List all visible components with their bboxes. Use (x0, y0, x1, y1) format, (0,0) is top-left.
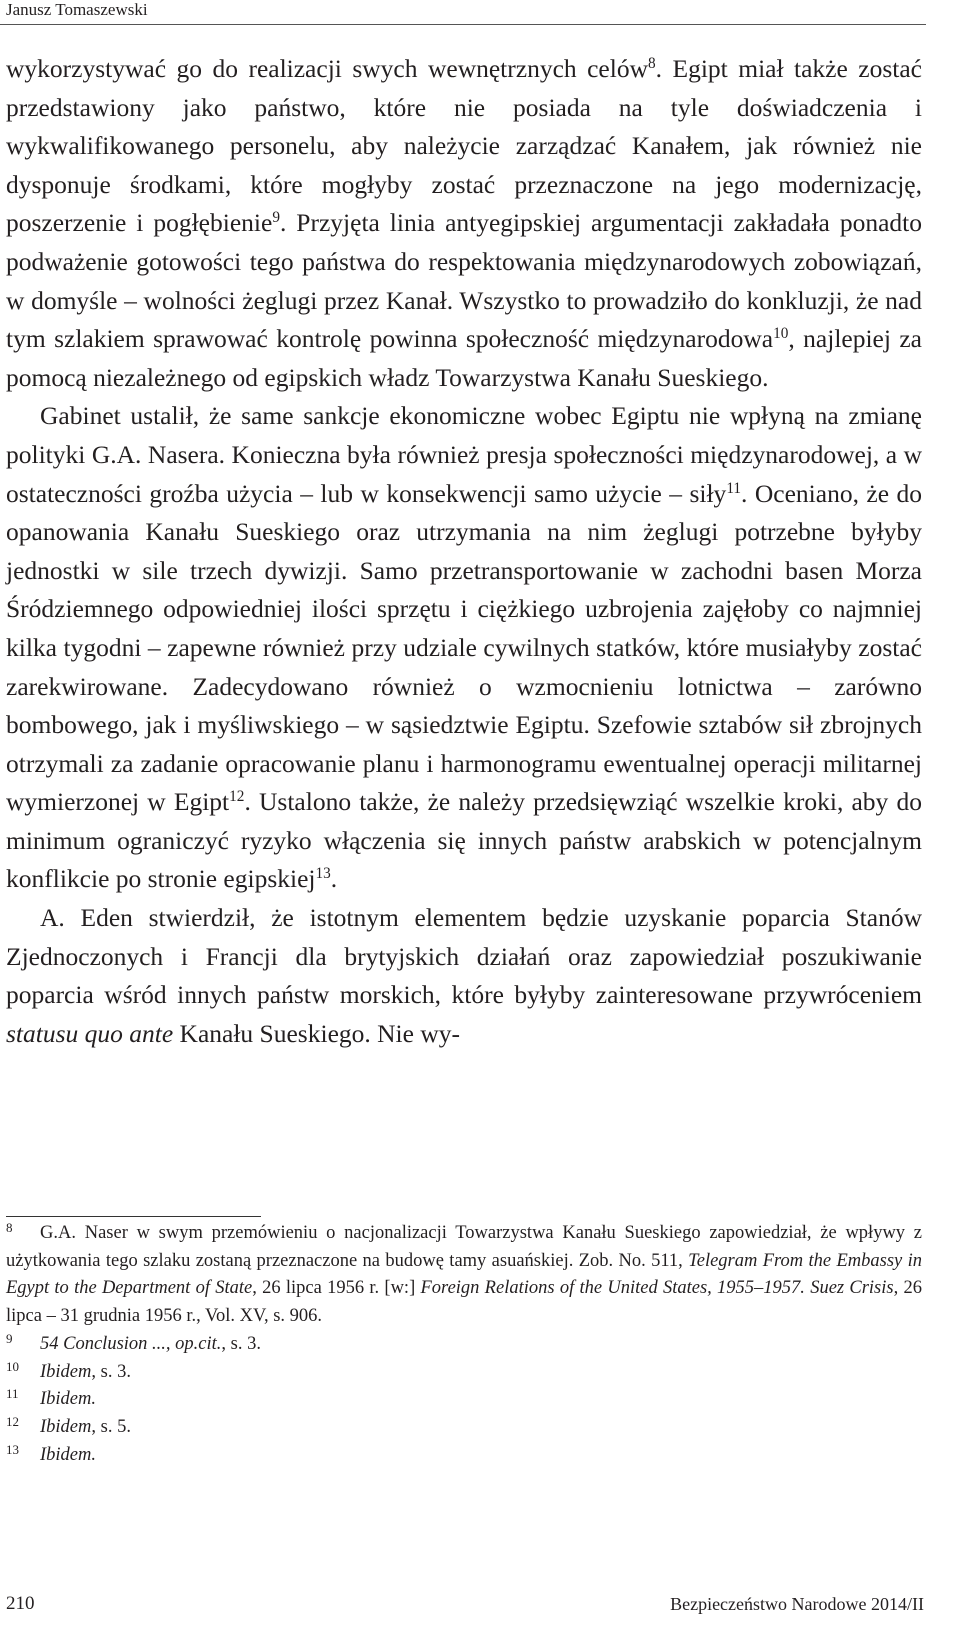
footnote-italic: Ibidem (40, 1416, 92, 1437)
footnote-ref[interactable]: 8 (648, 54, 656, 72)
header-divider (0, 24, 926, 25)
footnote-divider (6, 1216, 261, 1217)
paragraph-text: . Oceniano, że do opanowania Kanału Sueskiego oraz utrzymania na nim żeglugi potrzebne byłyby jednostki w sile trzech dywizji. Samo przetransportowanie w zachodni basen Morza Śródziemnego odpowiedniej ilości sprzętu i ciężkiego uzbrojenia zajęłoby co najmniej kilka tygodni – zapewne również przy udziale cywilnych statków, które musiałyby zostać zarekwirowane. Zadecydowano również o wzmocnieniu lotnictwa – zarówno bombowego, jak i myśliwskiego – w sąsiedztwie Egiptu. Szefowie sztabów sił zbrojnych otrzymali za zadanie opracowanie planu i harmonogramu ewentualnej operacji militarnej wymierzonej w Egipt (6, 478, 922, 817)
footnote-12: 12 Ibidem, s. 5. (6, 1414, 131, 1437)
page-number: 210 (6, 1593, 35, 1614)
paragraph-text: , najlepiej za pomocą niezależnego od egipskich władz Towarzystwa Kanału Sueskiego. (6, 324, 922, 392)
paragraph-text: . Przyjęta linia antyegipskiej argumentacji zakładała ponadto podważenie gotowości tego państwa do respektowania międzynarodowych zobowiązań, w domyśle – wolności żeglugi przez Kanał. Wszystko to prowadziło do konkluzji, że nad tym szlakiem sprawować kontrolę powinna społeczność międzynarodowa (6, 208, 922, 354)
paragraph-text: Gabinet ustalił, że same sankcje ekonomiczne wobec Egiptu nie wpłyną na zmianę polityki G.A. Nasera. Konieczna była również presja społeczności międzynarodowej, a w ostateczności groźba użycia – lub w konsekwencji samo użycie – siły (6, 401, 922, 508)
footnotes (6, 1220, 922, 1469)
paragraph-text: . Ustalono także, że należy przedsięwziąć wszelkie kroki, aby do minimum ograniczyć ryzyko włączenia się innych państw arabskich w potencjalnym konflikcie po stronie egipskiej (6, 787, 922, 894)
footnote-text: , 26 lipca 1956 r. [w:] (252, 1278, 421, 1299)
footnote-italic: Foreign Relations of the United States, 1955–1957. Suez Crisis (420, 1278, 894, 1299)
footnote-10: 10 Ibidem, s. 3. (6, 1358, 131, 1382)
paragraph-text: Kanału Sueskiego. Nie wy- (173, 1018, 460, 1048)
footnote-text: , s. 5. (91, 1416, 131, 1437)
footnote-8: 8 G.A. Naser w swym przemówieniu o nacjonalizacji Towarzystwa Kanału Sueskiego zapowiedział, że wpływy z użytkowania tego szlaku zostaną przeznaczone na budowę tamy asuańskiej. Zob. No. 511, Telegram From the Embassy in Egypt to the Department of State, 26 lipca 1956 r. [w:] Foreign Relations of the United States, 1955–1957. Suez Crisis, 26 lipca – 31 grudnia 1956 r., Vol. XV, s. 906. (6, 1220, 922, 1327)
footnote-ref[interactable]: 11 (726, 479, 742, 497)
footnote-11: 11 Ibidem. (6, 1386, 96, 1410)
footnote-ref[interactable]: 12 (229, 788, 245, 806)
footnote-text: G.A. Naser w swym przemówieniu o nacjonalizacji Towarzystwa Kanału Sueskiego zapowiedział, że wpływy z użytkowania tego szlaku zostaną przeznaczone na budowę tamy asuańskiej. Zob. No. 511, (6, 1223, 922, 1271)
paragraph-text: . (330, 864, 338, 894)
footnote-text: , s. 3. (221, 1333, 261, 1354)
paragraph-text: wykorzystywać go do realizacji swych wewnętrznych celów (6, 54, 649, 83)
paragraph-1 (6, 50, 922, 397)
journal-title: Bezpieczeństwo Narodowe 2014/II (670, 1594, 924, 1614)
footnote-13: 13 Ibidem. (6, 1441, 96, 1465)
footnote-italic: Ibidem (40, 1361, 92, 1382)
main-text (6, 50, 922, 1053)
paragraph-2 (6, 397, 922, 899)
footnote-ref[interactable]: 13 (315, 865, 331, 883)
paragraph-3 (6, 899, 922, 1053)
footnote-9: 9 54 Conclusion ..., op.cit., s. 3. (6, 1330, 261, 1354)
footnote-ref[interactable]: 10 (773, 324, 789, 342)
footnote-italic: Ibidem. (40, 1389, 96, 1410)
italic-phrase: statusu quo ante (6, 1018, 174, 1048)
footnote-text: , s. 3. (91, 1361, 131, 1382)
footnote-text: , 26 lipca – 31 grudnia 1956 r., Vol. XV, s. 906. (6, 1278, 922, 1327)
footnote-italic: 54 Conclusion ..., op.cit. (40, 1333, 222, 1354)
footnote-italic: Telegram From the Embassy in Egypt to the Department of State (6, 1250, 922, 1299)
running-header-author: Janusz Tomaszewski (6, 0, 148, 19)
footnote-italic: Ibidem. (40, 1444, 96, 1465)
paragraph-text: . Egipt miał także zostać przedstawiony jako państwo, które nie posiada na tyle doświadczenia i wykwalifikowanego personelu, aby należycie zarządzać Kanałem, jak również nie dysponuje środkami, które mogłyby zostać przeznaczone na jego modernizację, poszerzenie i pogłębienie (6, 54, 922, 238)
footnote-ref[interactable]: 9 (272, 209, 280, 227)
paragraph-text: A. Eden stwierdził, że istotnym elementem będzie uzyskanie poparcia Stanów Zjednoczonych i Francji dla brytyjskich działań oraz zapowiedział poszukiwanie poparcia wśród innych państw morskich, które byłyby zainteresowane przywróceniem (6, 903, 922, 1010)
